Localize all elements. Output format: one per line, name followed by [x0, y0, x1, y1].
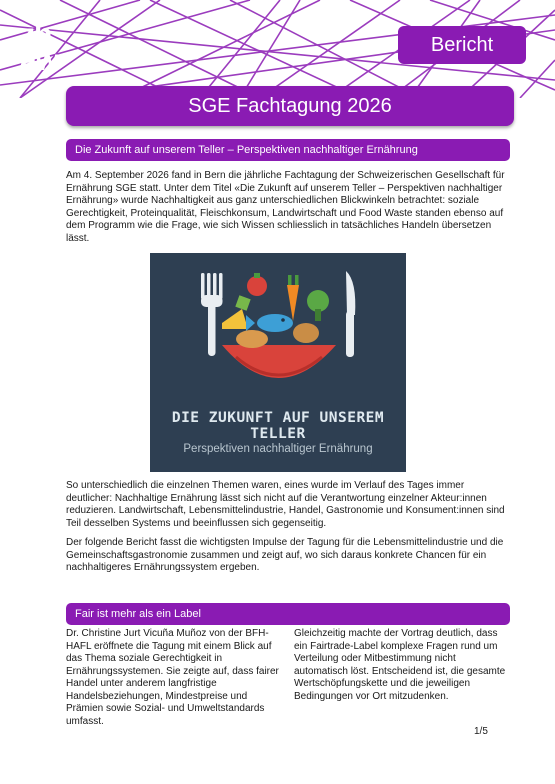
visual-title: DIE ZUKUNFT AUF UNSEREM TELLER [171, 410, 385, 442]
page-number: 1/5 [474, 726, 488, 737]
knife-icon [346, 271, 355, 357]
intro-paragraph: Am 4. September 2026 fand in Bern die jährliche Fachtagung der Schweizerischen Gesellschaft für Ernährung SGE statt. Unter dem Titel «Die Zukunft auf unserem Teller – Perspektiven nachhaltiger Ernährung» wurde Nachhaltigkeit aus ganz unterschiedlichen Blickwinkeln betrachtet: soziale Gerechtigkeit, Proteinqualität, Fleischkonsum, Landwirtschaft und Food Waste standen ebenso auf dem Programm wie die Frage, wie sich Wissen schliesslich in tatsächliches Handeln übersetzen lässt. [66, 170, 505, 244]
fork-icon [201, 273, 223, 356]
potato-icon [293, 323, 319, 343]
paragraph-system: So unterschiedlich die einzelnen Themen waren, eines wurde im Verlauf des Tages immer deutlicher: Nachhaltige Ernährung lässt sich nicht auf die Verantwortung einzelner Akteur:innen reduzieren. Landwirtschaft, Lebensmittelindustrie, Handel, Gastronomie und Konsument:innen sind Teil desselben Systems und beeinflussen sich gegenseitig. [66, 480, 505, 529]
zhaw-logo [20, 18, 80, 77]
cheese-icon [222, 309, 248, 329]
report-type-badge: Bericht [398, 26, 526, 64]
broccoli-icon [307, 290, 329, 312]
fish-icon [257, 314, 293, 332]
section-heading-zukunft: Die Zukunft auf unserem Teller – Perspektiven nachhaltiger Ernährung [66, 139, 510, 161]
visual-subtitle: Perspektiven nachhaltiger Ernährung [183, 443, 373, 455]
column-right-text: Gleichzeitig machte der Vortrag deutlich, dass ein Fairtrade-Label komplexe Fragen rund um Verteilung oder Mitbestimmung nicht automatisch löst. Entscheidend ist, die gesamte Wertschöpfungskette und die jeweiligen Bedingungen vor Ort mitzudenken. [294, 628, 506, 702]
page-title: SGE Fachtagung 2026 [66, 86, 514, 126]
logo-line-2: aw [20, 44, 59, 77]
event-key-visual [150, 253, 406, 472]
bread-icon [236, 330, 268, 348]
bowl-shape [222, 345, 336, 378]
leaf-icon [235, 295, 250, 310]
tomato-icon [247, 276, 267, 296]
paragraph-summary: Der folgende Bericht fasst die wichtigsten Impulse der Tagung für die Lebensmittelindustrie und die Gemeinschaftsgastronomie zusammen und zeigt auf, wo sich daraus konkrete Chancen für ein nachhaltigeres Ernährungssystem ergeben. [66, 537, 504, 573]
logo-line-1: zh [20, 18, 52, 51]
column-left-text: Dr. Christine Jurt Vicuña Muñoz von der BFH-HAFL eröffnete die Tagung mit einem Blick auf das Thema soziale Gerechtigkeit in Ernährungssystemen. Sie zeigte auf, dass fairer Handel unter anderem langfristige Handelsbeziehungen, Mindestpreise und Prämien sowie Sozial- und Umweltstandards umfasst. [66, 628, 279, 727]
section-heading-fair: Fair ist mehr als ein Label [66, 603, 510, 625]
carrot-icon [287, 285, 299, 321]
